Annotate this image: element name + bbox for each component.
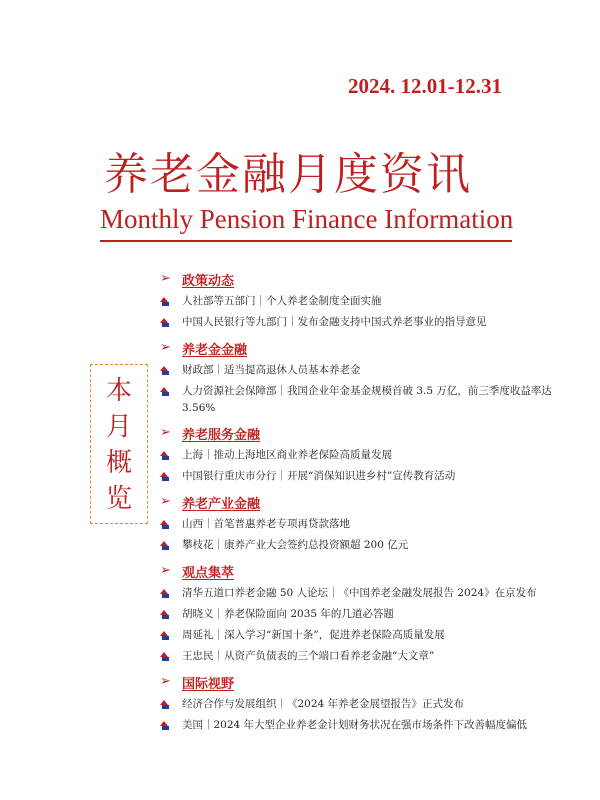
toc-section — [160, 671, 590, 735]
list-item[interactable] — [160, 516, 590, 534]
title-chinese: 养老金融月度资讯 — [104, 149, 472, 200]
list-item[interactable] — [160, 447, 590, 465]
bullet-icon — [160, 631, 170, 641]
list-item-text: 财政部｜适当提高退休人员基本养老金 — [182, 364, 361, 376]
bullet-icon — [160, 541, 170, 551]
section-header[interactable] — [160, 422, 590, 444]
overview-char: 概 — [105, 448, 132, 478]
section-header[interactable] — [160, 491, 590, 513]
bullet-icon — [160, 700, 170, 710]
arrow-right-icon: ➢ — [160, 425, 171, 440]
list-item[interactable] — [160, 383, 590, 417]
list-item[interactable] — [160, 717, 590, 735]
bullet-icon — [160, 721, 170, 731]
section-title[interactable]: 养老服务金融 — [182, 427, 261, 443]
list-item[interactable] — [160, 362, 590, 380]
list-item[interactable] — [160, 648, 590, 666]
list-item-text: 经济合作与发展组织｜《2024 年养老金展望报告》正式发布 — [182, 698, 465, 710]
toc-section — [160, 491, 590, 555]
section-title[interactable]: 养老产业金融 — [182, 496, 261, 512]
overview-char: 本 — [105, 376, 132, 406]
list-item-text: 人社部等五部门｜个人养老金制度全面实施 — [182, 295, 382, 307]
bullet-icon — [160, 451, 170, 461]
title-english: Monthly Pension Finance Information — [100, 204, 514, 234]
arrow-right-icon: ➢ — [160, 674, 171, 689]
section-title[interactable]: 政策动态 — [182, 273, 235, 289]
arrow-right-icon: ➢ — [160, 340, 171, 355]
bullet-icon — [160, 387, 170, 397]
bullet-icon — [160, 652, 170, 662]
section-title[interactable]: 国际视野 — [182, 676, 235, 692]
bullet-icon — [160, 366, 170, 376]
list-item[interactable] — [160, 627, 590, 645]
list-item[interactable] — [160, 537, 590, 555]
list-item-text: 清华五道口养老金融 50 人论坛｜《中国养老金融发展报告 2024》在京发布 — [182, 587, 537, 599]
overview-char: 览 — [105, 484, 132, 514]
list-item-text: 王忠民｜从资产负债表的三个端口看养老金融“大文章” — [182, 650, 435, 662]
section-title[interactable]: 养老金金融 — [182, 342, 248, 358]
toc-section — [160, 337, 590, 417]
toc-section — [160, 268, 590, 332]
bullet-icon — [160, 589, 170, 599]
list-item-text: 中国银行重庆市分行｜开展“消保知识进乡村”宣传教育活动 — [182, 470, 456, 482]
list-item-text: 上海｜推动上海地区商业养老保险高质量发展 — [182, 449, 392, 461]
list-item-text: 周延礼｜深入学习“新国十条”，促进养老保险高质量发展 — [182, 629, 445, 641]
list-item-text: 胡晓义｜养老保险面向 2035 年的几道必答题 — [182, 608, 394, 620]
arrow-right-icon: ➢ — [160, 494, 171, 509]
list-item-text: 攀枝花｜康养产业大会签约总投资额超 200 亿元 — [182, 539, 409, 551]
date-range: 2024. 12.01-12.31 — [348, 74, 502, 98]
list-item-text: 山西｜首笔普惠养老专项再贷款落地 — [182, 518, 350, 530]
arrow-right-icon: ➢ — [160, 563, 171, 578]
toc-section — [160, 422, 590, 486]
bullet-icon — [160, 520, 170, 530]
list-item-text: 人力资源社会保障部｜我国企业年金基金规模首破 3.5 万亿，前三季度收益率达 3.56% — [182, 385, 552, 414]
section-header[interactable] — [160, 560, 590, 582]
bullet-icon — [160, 610, 170, 620]
section-header[interactable] — [160, 671, 590, 693]
arrow-right-icon: ➢ — [160, 271, 171, 286]
table-of-contents — [160, 268, 590, 740]
list-item[interactable] — [160, 606, 590, 624]
section-title[interactable]: 观点集萃 — [182, 565, 235, 581]
overview-char: 月 — [105, 412, 132, 442]
title-divider — [100, 240, 512, 242]
toc-section — [160, 560, 590, 666]
list-item-text: 美国｜2024 年大型企业养老金计划财务状况在强市场条件下改善幅度偏低 — [182, 719, 528, 731]
bullet-icon — [160, 472, 170, 482]
list-item[interactable] — [160, 293, 590, 311]
list-item[interactable] — [160, 314, 590, 332]
bullet-icon — [160, 318, 170, 328]
list-item[interactable] — [160, 585, 590, 603]
section-header[interactable] — [160, 268, 590, 290]
list-item-text: 中国人民银行等九部门｜发布金融支持中国式养老事业的指导意见 — [182, 316, 487, 328]
bullet-icon — [160, 297, 170, 307]
section-header[interactable] — [160, 337, 590, 359]
list-item[interactable] — [160, 468, 590, 486]
monthly-overview-box — [90, 364, 148, 524]
list-item[interactable] — [160, 696, 590, 714]
